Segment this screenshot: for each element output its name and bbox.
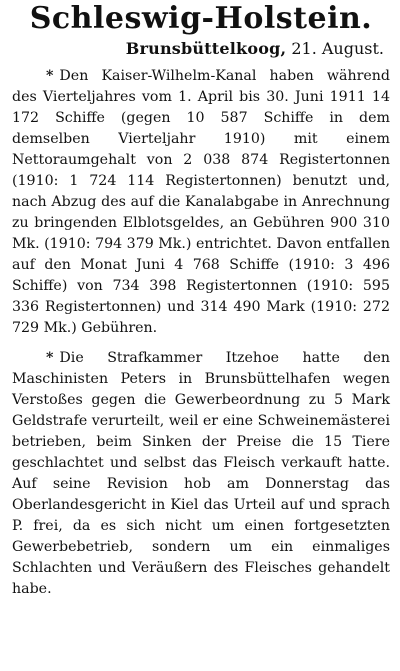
article-marker: * — [46, 350, 54, 366]
dateline-place: Brunsbüttelkoog, — [125, 39, 287, 58]
dateline-date: 21. August. — [286, 39, 384, 58]
newspaper-page — [0, 2, 400, 671]
article-marker: * — [46, 68, 54, 84]
article-text: Die Strafkammer Itzehoe hatte den Maschinisten Peters in Brunsbüttelhafen wegen Verstoßes gegen die Gewerbeordnung zu 5 Mark Geldstrafe verurteilt, weil er eine Schweinemästerei betrieben, beim Sinken der Preise die 15 Tiere geschlachtet und selbst das Fleisch verkauft hatte. Auf seine Revision hob am Donnerstag das Oberlandesgericht in Kiel das Urteil auf und sprach P. frei, da es sich nicht um einen fortgesetzten Gewerbebetrieb, sondern um ein einmaliges Schlachten und Veräußern des Fleisches gehandelt habe. — [12, 350, 390, 597]
article-court-ruling — [12, 348, 390, 600]
article-text: Den Kaiser-Wilhelm-Kanal haben während des Vierteljahres vom 1. April bis 30. Juni 1911 14 172 Schiffe (gegen 10 587 Schiffe in dem demselben Vierteljahr 1910) mit einem Nettoraumgehalt von 2 038 874 Registertonnen (1910: 1 724 114 Registertonnen) benutzt und, nach Abzug des auf die Kanalabgabe in Anrechnung zu bringenden Elblotsgeldes, an Gebühren 900 310 Mk. (1910: 794 379 Mk.) entrichtet. Davon entfallen auf den Monat Juni 4 768 Schiffe (1910: 3 496 Schiffe) von 734 398 Registertonnen (1910: 595 336 Registertonnen) und 314 490 Mark (1910: 272 729 Mk.) Gebühren. — [12, 68, 390, 336]
article-canal-traffic — [12, 66, 390, 339]
dateline — [12, 38, 384, 60]
section-heading: Schleswig-Holstein. — [29, 1, 373, 36]
